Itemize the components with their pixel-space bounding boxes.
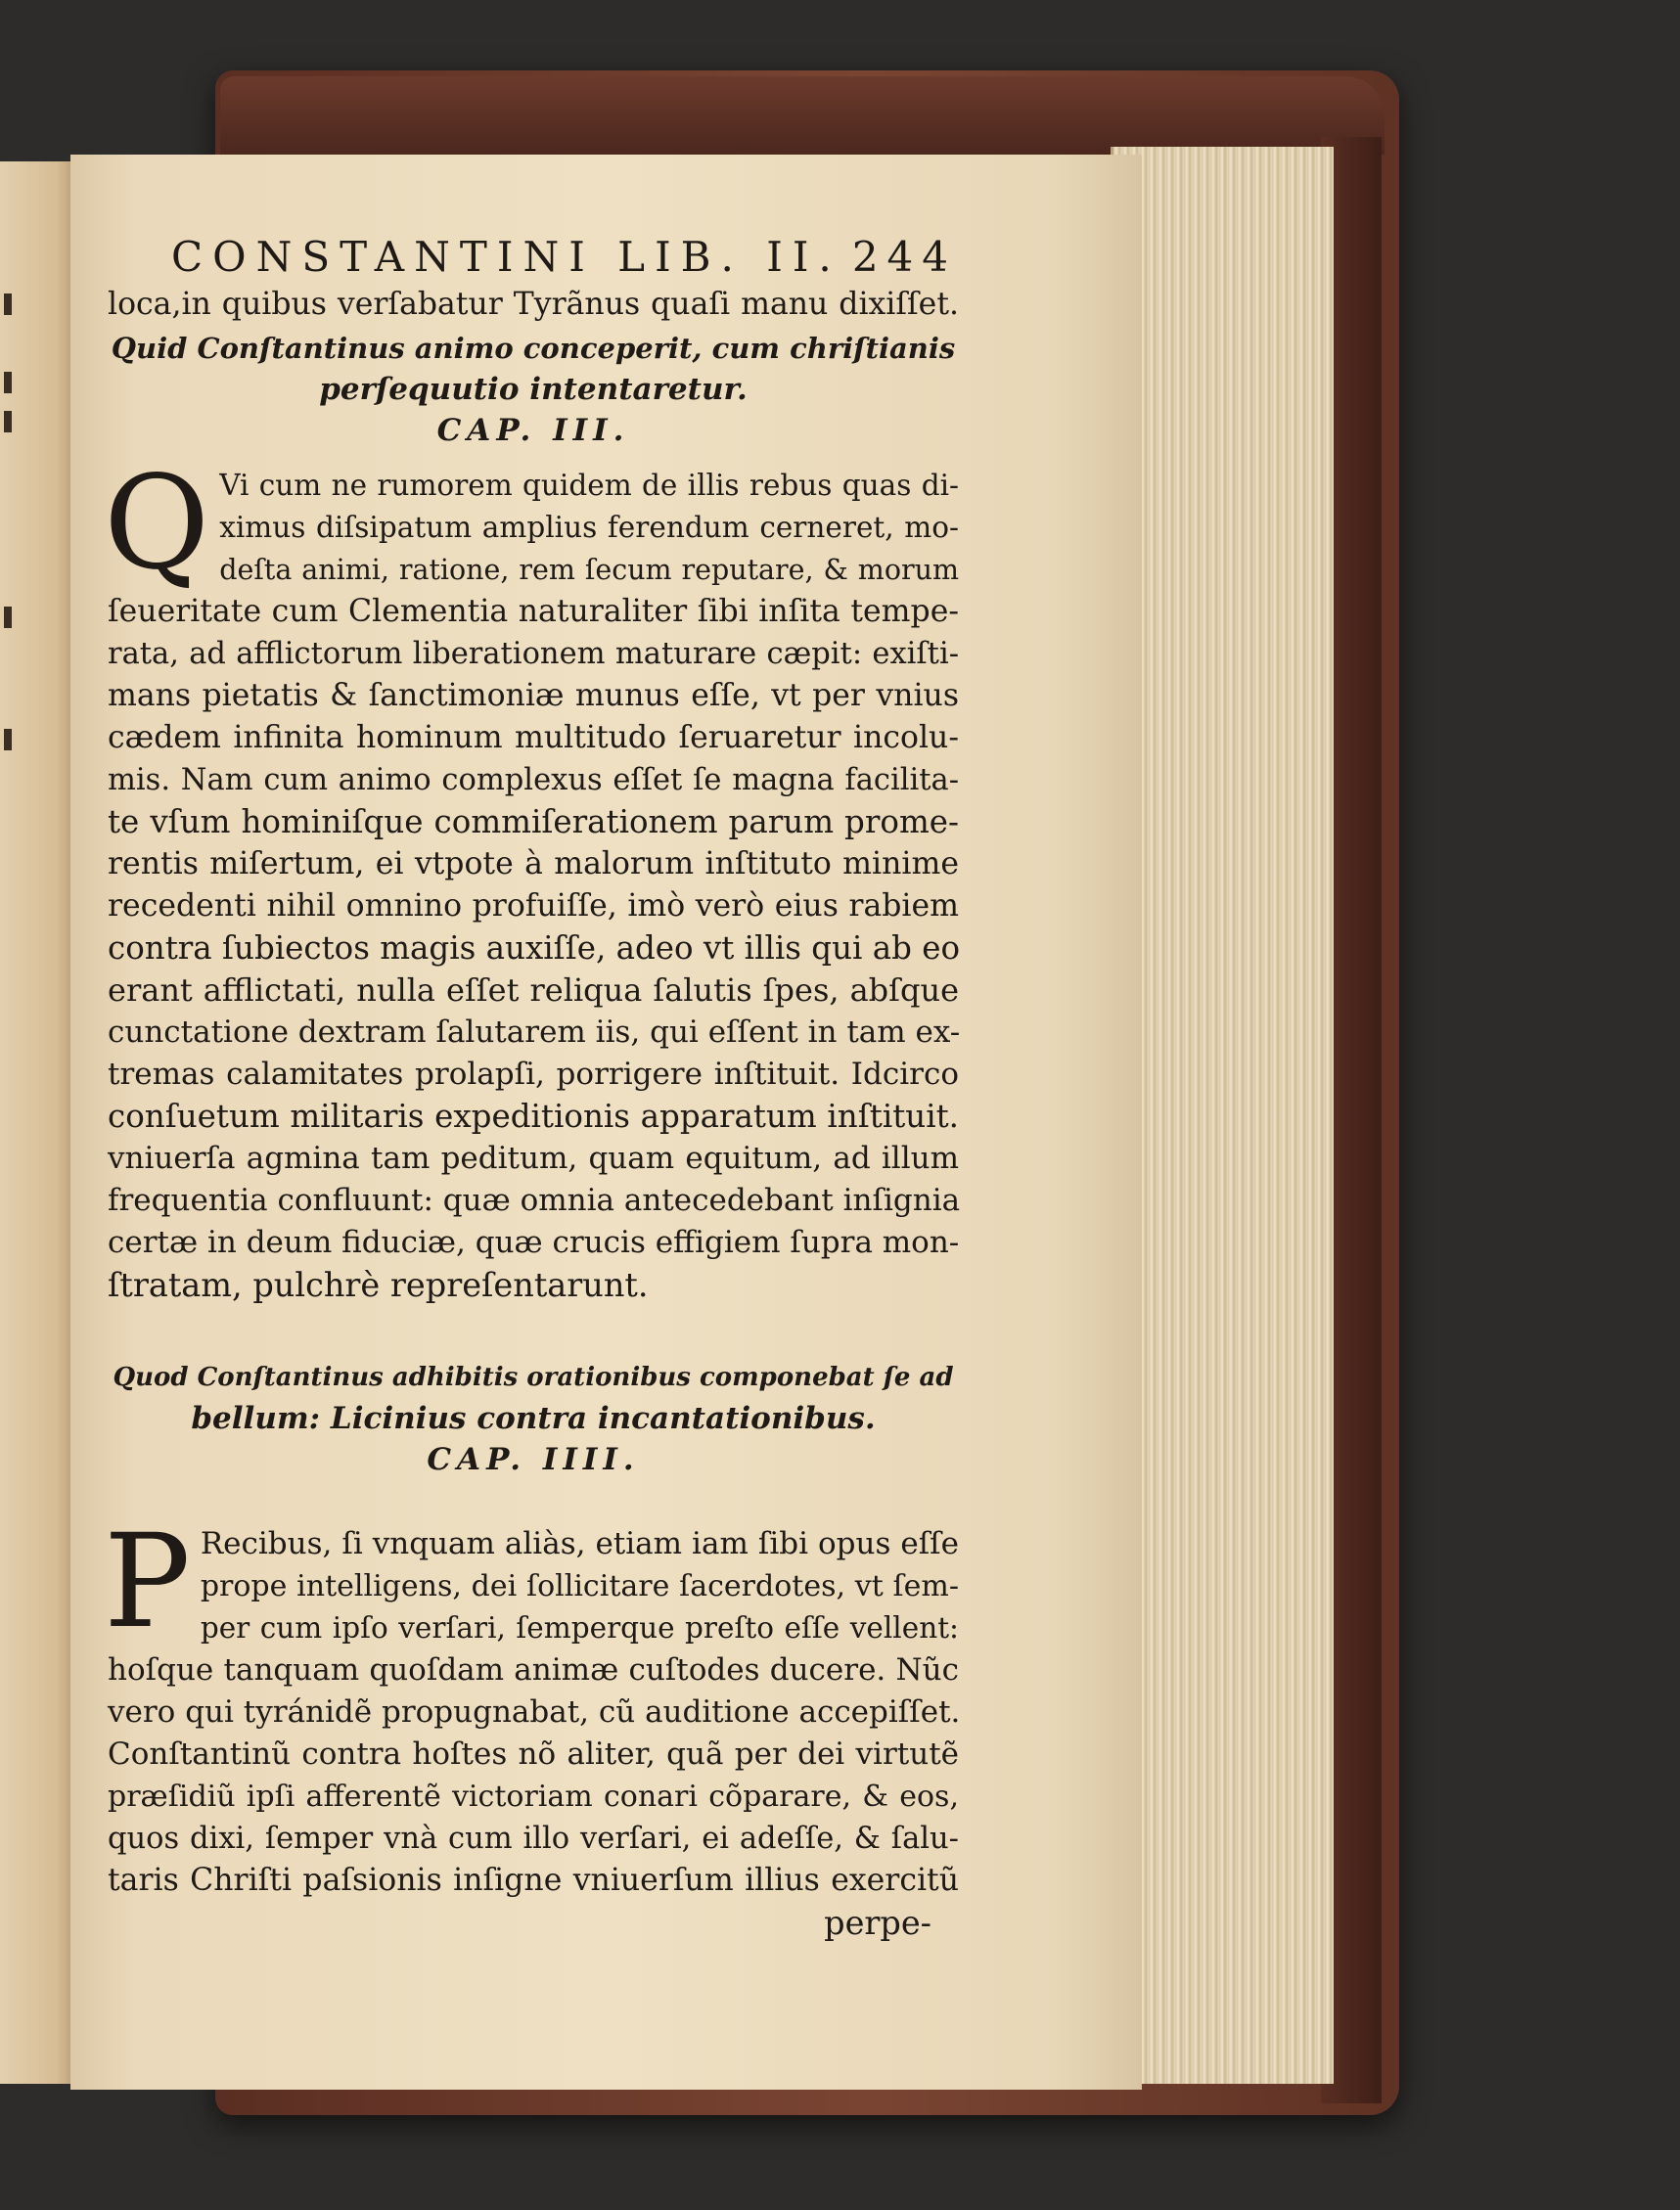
text-line: vero qui tyránidẽ propugnabat, cũ auditione accepiſſet. — [108, 1694, 961, 1730]
left-page-edge — [0, 161, 78, 2084]
text-line: ſtratam, pulchrè repreſentarunt. — [108, 1266, 649, 1304]
chapter-4-heading-line: bellum: Licinius contra incantationibus. — [191, 1401, 876, 1436]
page-text-block — [104, 233, 961, 1945]
text-line: rata, ad afflictorum liberationem maturare cæpit: exiſti- — [108, 637, 959, 671]
book-cover-top-edge — [220, 76, 1385, 155]
text-line: certæ in deum fiduciæ, quæ crucis effigiem ſupra mon- — [108, 1225, 960, 1260]
catchword: perpe- — [824, 1904, 931, 1942]
text-line: taris Chriſti paſsionis inſigne vniuerſum illius exercitũ — [108, 1863, 959, 1898]
running-head-title: CONSTANTINI LIB. II. — [171, 233, 841, 281]
text-line: recedenti nihil omnino profuiſſe, imò verò eius rabiem — [108, 888, 959, 924]
chapter-4-heading — [108, 1357, 959, 1480]
carryover-line: loca,in quibus verſabatur Tyrãnus quaſi manu dixiſſet. — [108, 287, 959, 322]
chapter-3-text — [104, 448, 961, 1306]
text-line: ximus diſsipatum amplius ferendum cerneret, mo- — [219, 511, 959, 544]
page-edges — [1111, 147, 1334, 2084]
text-line: cædem infinita hominum multitudo ſeruaretur incolu- — [108, 720, 959, 755]
text-line: contra ſubiectos magis auxiſſe, adeo vt illis qui ab eo — [108, 929, 961, 967]
chapter-3-heading-line: Quid Conſtantinus animo conceperit, cum chriſtianis — [111, 332, 956, 365]
text-line: quos dixi, ſemper vnà cum illo verſari, ei adeſſe, & ſalu- — [108, 1822, 959, 1856]
carryover-line-wrap — [108, 284, 959, 326]
chapter-4-heading-line: Quod Conſtantinus adhibitis orationibus componebat ſe ad — [113, 1363, 954, 1392]
text-line: vniuerſa agmina tam peditum, quam equitum, ad illum — [108, 1141, 959, 1176]
text-line: deſta animi, ratione, rem ſecum reputare, & morum — [219, 554, 959, 586]
text-line: per cum ipſo verſari, ſemperque preſto eſſe vellent: — [200, 1611, 959, 1645]
text-line: erant afflictati, nulla eſſet reliqua ſalutis ſpes, abſque — [108, 971, 959, 1009]
text-line: mis. Nam cum animo complexus eſſet ſe magna facilita- — [108, 763, 959, 797]
chapter-3-heading — [108, 328, 959, 451]
text-line: te vſum hominiſque commiſerationem parum prome- — [108, 803, 959, 840]
text-line: præſidiũ ipſi afferentẽ victoriam conari cõparare, & eos, — [108, 1780, 959, 1814]
running-head — [108, 233, 959, 284]
chapter-3-label: CAP. III. — [436, 413, 630, 448]
text-line: prope intelligens, dei ſollicitare ſacerdotes, vt ſem- — [200, 1569, 959, 1603]
drop-cap: Q — [104, 448, 210, 599]
text-line: mans pietatis & ſanctimoniæ munus eſſe, vt per vnius — [108, 678, 959, 713]
text-line: Vi cum ne rumorem quidem de illis rebus quas di- — [219, 469, 959, 502]
text-line: frequentia confluunt: quæ omnia antecedebant inſignia — [108, 1183, 961, 1218]
text-line: hoſque tanquam quoſdam animæ cuſtodes ducere. Nũc — [108, 1652, 959, 1688]
chapter-4-text — [104, 1507, 961, 1902]
page-number: 244 — [851, 233, 957, 281]
text-line: Recibus, ſi vnquam aliàs, etiam iam ſibi opus eſſe — [200, 1526, 959, 1561]
chapter-3-heading-line: perſequutio intentaretur. — [319, 372, 748, 407]
text-line: tremas calamitates prolapſi, porrigere inſtituit. Idcirco — [108, 1057, 959, 1092]
text-line: Conſtantinũ contra hoſtes nõ aliter, quã per dei virtutẽ — [108, 1736, 959, 1772]
text-line: rentis miſertum, ei vtpote à malorum inſtituto minime — [108, 846, 959, 881]
book-page — [70, 155, 1142, 2090]
text-line: cunctatione dextram ſalutarem iis, qui eſſent in tam ex- — [108, 1015, 961, 1050]
text-line: ſeueritate cum Clementia naturaliter ſibi inſita tempe- — [108, 594, 959, 629]
chapter-4-label: CAP. IIII. — [427, 1442, 640, 1477]
drop-cap: P — [104, 1507, 191, 1657]
text-line: conſuetum militaris expeditionis apparatum inſtituit. — [108, 1098, 959, 1135]
